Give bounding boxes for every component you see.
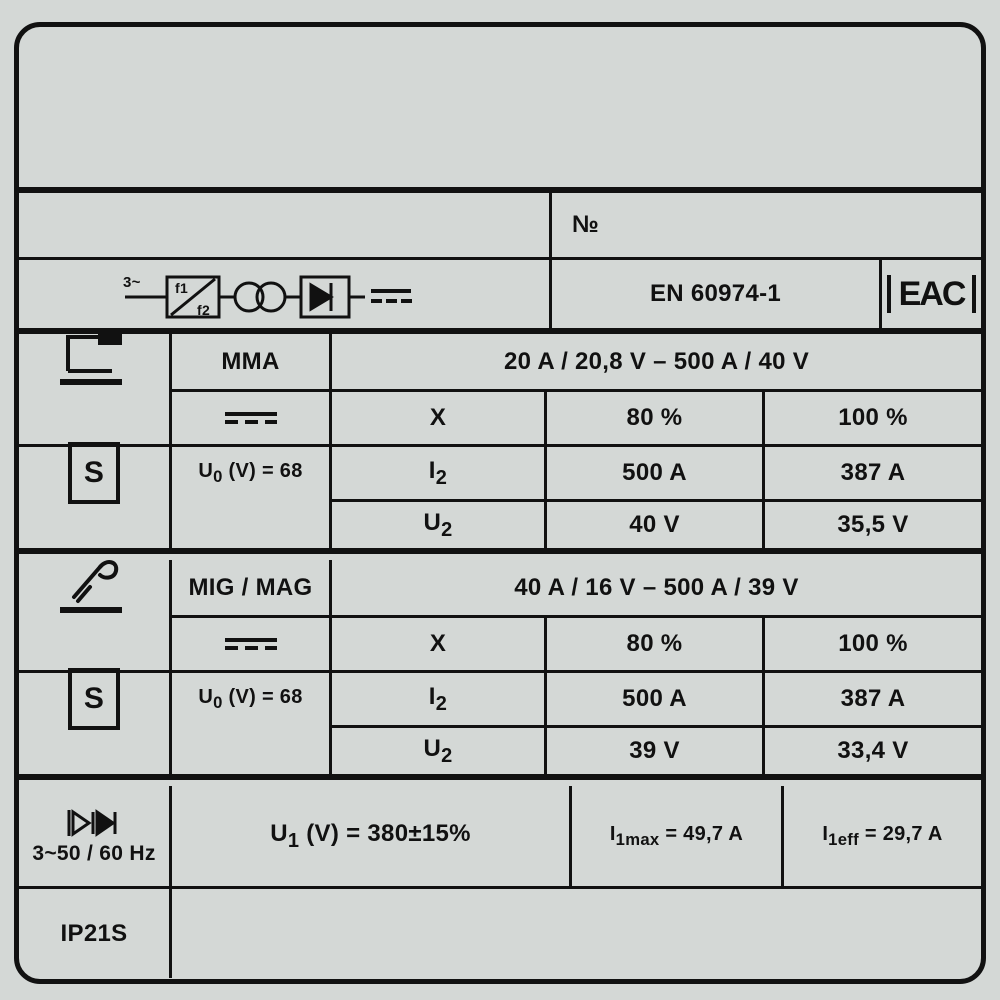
mma-i2-col2-label: 387 A	[840, 459, 906, 486]
mma-i2-col2	[762, 444, 981, 499]
mains-block	[19, 786, 981, 978]
mig-param-u2	[329, 725, 544, 774]
mig-i2-col1-label: 500 A	[622, 685, 687, 712]
mig-workpiece-bar	[60, 607, 122, 613]
protection-blank-cell	[169, 889, 981, 978]
mma-icon-spacer-2	[19, 499, 169, 548]
mains-i1max-cell	[569, 786, 781, 886]
mma-u2-col1	[544, 499, 762, 548]
mma-duty-row-x	[19, 389, 981, 444]
protection-row	[19, 886, 981, 978]
mig-icon-spacer-1	[19, 615, 169, 670]
mig-x-col2	[762, 615, 981, 670]
mains-i1eff-cell	[781, 786, 981, 886]
mma-param-u2	[329, 499, 544, 548]
mig-param-x-label: X	[429, 630, 447, 657]
mig-u2-col1	[544, 725, 762, 774]
mig-icon-spacer-2	[19, 725, 169, 774]
header-block	[19, 187, 981, 334]
mig-process-icon-cell	[19, 560, 169, 615]
mma-duty-row-i2	[19, 444, 981, 499]
mma-block	[19, 334, 981, 554]
mma-icon-spacer-1	[19, 389, 169, 444]
rating-plate	[14, 22, 986, 984]
circuit-input-label: 3~	[123, 274, 141, 291]
circuit-diagram-cell	[19, 260, 549, 328]
mains-voltage-cell	[169, 786, 569, 886]
circuit-f2-label: f2	[197, 302, 211, 318]
mma-u2-col2-label: 35,5 V	[837, 511, 909, 538]
mma-x-col2-label: 100 %	[838, 404, 908, 431]
mma-u2-col1-label: 40 V	[629, 511, 680, 538]
mma-duty-row-u2	[19, 499, 981, 554]
mig-torch-icon	[54, 553, 134, 623]
mig-range-cell	[329, 560, 981, 615]
mains-i1eff-label: $I_{1eff} = 29,7$ A	[822, 822, 943, 849]
electrode-holder-icon	[54, 327, 134, 397]
circuit-f1-label: f1	[175, 280, 189, 296]
mma-process-icon-cell	[19, 334, 169, 389]
mig-param-x	[329, 615, 544, 670]
standard-label: EN 60974-1	[649, 280, 782, 307]
mig-process-row	[19, 560, 981, 615]
mig-x-col1	[544, 615, 762, 670]
mig-param-i2	[329, 670, 544, 725]
mma-i2-col1-label: 500 A	[622, 459, 687, 486]
standard-cell	[549, 260, 879, 328]
mma-u0-label: $U_0$ (V) = 68	[198, 459, 303, 486]
mains-i1max-label: $I_{1max} = 49,7$ A	[609, 822, 744, 849]
eac-mark-cell	[879, 260, 981, 328]
mig-param-i2-label: $I_2$	[428, 682, 448, 715]
mig-u0-cell	[169, 670, 329, 725]
mig-process-label-cell	[169, 560, 329, 615]
mig-block	[19, 560, 981, 780]
mma-process-row	[19, 334, 981, 389]
mig-u2-col2-label: 33,4 V	[837, 737, 909, 764]
mma-i2-col1	[544, 444, 762, 499]
serial-number-text: №	[572, 211, 600, 238]
mig-i2-col2-label: 387 A	[840, 685, 906, 712]
mig-x-col2-label: 100 %	[838, 630, 908, 657]
mig-process-label: MIG / MAG	[188, 573, 313, 601]
dc-symbol-icon	[225, 412, 277, 424]
mig-u0-spacer	[169, 725, 329, 774]
mig-i2-col1	[544, 670, 762, 725]
mig-u2-col1-label: 39 V	[629, 737, 680, 764]
ip-rating-cell	[19, 889, 169, 978]
blank-header-band	[19, 27, 981, 187]
mma-param-x-label: X	[429, 404, 447, 431]
mig-x-col1-label: 80 %	[626, 630, 683, 657]
mma-u2-col2	[762, 499, 981, 548]
mains-row	[19, 786, 981, 886]
serial-number-label	[549, 193, 981, 257]
eac-icon: EAC	[887, 275, 977, 313]
inverter-circuit-icon	[119, 263, 449, 325]
mma-range-label: 20 A / 20,8 V – 500 A / 40 V	[503, 347, 810, 375]
three-phase-input-icon	[63, 806, 125, 840]
mig-param-u2-label: $U_2$	[423, 734, 453, 767]
mig-duty-row-x	[19, 615, 981, 670]
mig-i2-col2	[762, 670, 981, 725]
mma-process-label-cell	[169, 334, 329, 389]
serial-left-blank	[19, 193, 549, 257]
mma-process-label: MMA	[221, 347, 280, 375]
standard-row	[19, 257, 981, 334]
mig-u0-label: $U_0$ (V) = 68	[198, 685, 303, 712]
mains-phase-label: 3~50 / 60 Hz	[32, 842, 156, 865]
mma-range-cell	[329, 334, 981, 389]
dc-symbol-icon	[225, 638, 277, 650]
mig-u2-col2	[762, 725, 981, 774]
mma-param-i2	[329, 444, 544, 499]
safety-s-icon: S	[68, 442, 120, 504]
mains-voltage-label: $U_1$ (V) = 380±15%	[270, 819, 471, 852]
mma-param-x	[329, 389, 544, 444]
mig-duty-row-i2	[19, 670, 981, 725]
electrode-tip	[98, 329, 122, 345]
safety-s-icon: S	[68, 668, 120, 730]
inverter-circuit-svg	[119, 263, 449, 325]
mma-dc-symbol-cell	[169, 389, 329, 444]
mma-u0-cell	[169, 444, 329, 499]
ip-rating-label: IP21S	[60, 919, 128, 947]
mma-x-col1-label: 80 %	[626, 404, 683, 431]
mma-u0-spacer	[169, 499, 329, 548]
mig-duty-row-u2	[19, 725, 981, 780]
mma-x-col1	[544, 389, 762, 444]
mig-range-label: 40 A / 16 V – 500 A / 39 V	[514, 573, 799, 601]
mig-dc-symbol-cell	[169, 615, 329, 670]
workpiece-bar	[60, 379, 122, 385]
mma-param-u2-label: $U_2$	[423, 508, 453, 541]
mma-safety-icon-cell	[19, 444, 169, 499]
mma-param-i2-label: $I_2$	[428, 456, 448, 489]
mains-phase-cell	[19, 786, 169, 886]
serial-number-row	[19, 187, 981, 257]
mma-x-col2	[762, 389, 981, 444]
mig-safety-icon-cell	[19, 670, 169, 725]
